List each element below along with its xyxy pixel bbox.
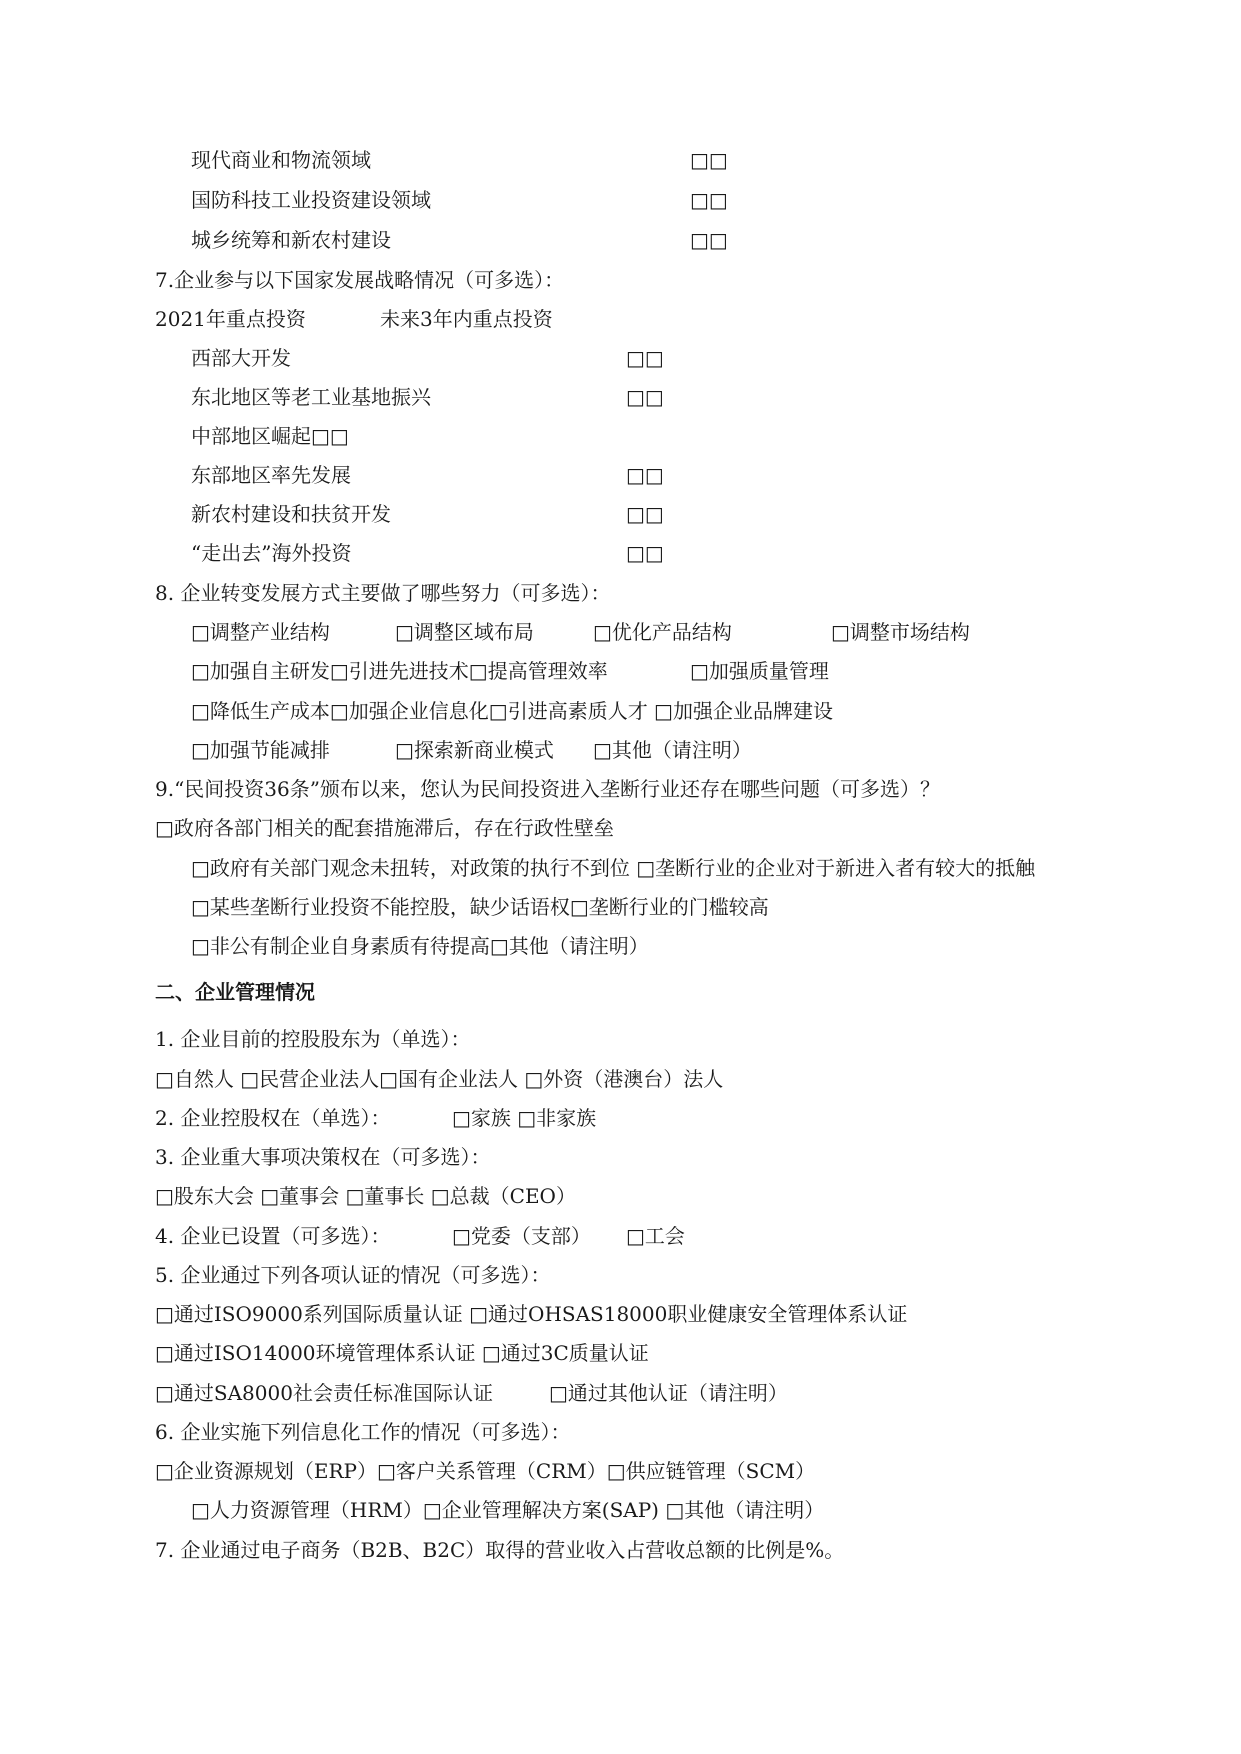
text-line: □□ xyxy=(690,188,728,212)
text-line: 9.“民间投资36条”颁布以来，您认为民间投资进入垄断行业还存在哪些问题（可多选）？ xyxy=(155,777,940,801)
text-line: □工会 xyxy=(626,1224,685,1248)
text-line: 现代商业和物流领域 xyxy=(191,148,371,172)
text-line: □□ xyxy=(626,385,664,409)
text-line: □加强自主研发□引进先进技术□提高管理效率 xyxy=(191,659,608,683)
text-line: □调整市场结构 xyxy=(831,620,970,644)
text-line: 国防科技工业投资建设领域 xyxy=(191,188,431,212)
text-line: □调整产业结构 xyxy=(191,620,330,644)
text-line: □家族 □非家族 xyxy=(452,1106,597,1130)
text-line: □□ xyxy=(690,228,728,252)
text-line: □党委（支部） xyxy=(452,1224,591,1248)
text-line: “走出去”海外投资 xyxy=(191,541,352,565)
text-line: □调整区域布局 xyxy=(395,620,534,644)
text-line: 8. 企业转变发展方式主要做了哪些努力（可多选）： xyxy=(155,581,611,605)
text-line: □非公有制企业自身素质有待提高□其他（请注明） xyxy=(191,934,649,958)
text-line: 2021年重点投资 xyxy=(155,307,306,331)
text-line: 城乡统筹和新农村建设 xyxy=(191,228,391,252)
text-line: □股东大会 □董事会 □董事长 □总裁（CEO） xyxy=(155,1184,576,1208)
text-line: 东北地区等老工业基地振兴 xyxy=(191,385,431,409)
text-line: □□ xyxy=(626,541,664,565)
text-line: □□ xyxy=(690,148,728,172)
text-line: 7.企业参与以下国家发展战略情况（可多选）： xyxy=(155,268,565,292)
text-line: □自然人 □民营企业法人□国有企业法人 □外资（港澳台）法人 xyxy=(155,1067,724,1091)
text-line: □加强节能减排 xyxy=(191,738,330,762)
text-line: 未来3年内重点投资 xyxy=(380,307,553,331)
section-heading: 二、企业管理情况 xyxy=(155,980,315,1004)
text-line: 3. 企业重大事项决策权在（可多选）： xyxy=(155,1145,491,1169)
text-line: □政府各部门相关的配套措施滞后，存在行政性壁垒 xyxy=(155,816,614,840)
text-line: □政府有关部门观念未扭转，对政策的执行不到位 □垄断行业的企业对于新进入者有较大的抵触 xyxy=(191,856,1036,880)
text-line: 6. 企业实施下列信息化工作的情况（可多选）： xyxy=(155,1420,571,1444)
text-line: 7. 企业通过电子商务（B2B、B2C）取得的营业收入占营收总额的比例是%。 xyxy=(155,1538,845,1562)
text-line: 西部大开发 xyxy=(191,346,291,370)
text-line: 5. 企业通过下列各项认证的情况（可多选）： xyxy=(155,1263,551,1287)
text-line: □探索新商业模式 xyxy=(395,738,554,762)
text-line: 东部地区率先发展 xyxy=(191,463,351,487)
text-line: □某些垄断行业投资不能控股，缺少话语权□垄断行业的门槛较高 xyxy=(191,895,769,919)
text-line: □□ xyxy=(626,502,664,526)
text-line: □□ xyxy=(626,346,664,370)
text-line: □通过ISO14000环境管理体系认证 □通过3C质量认证 xyxy=(155,1341,649,1365)
text-line: □通过SA8000社会责任标准国际认证 xyxy=(155,1381,493,1405)
text-line: □□ xyxy=(626,463,664,487)
text-line: □优化产品结构 xyxy=(593,620,732,644)
text-line: 中部地区崛起□□ xyxy=(191,424,349,448)
text-line: □人力资源管理（HRM）□企业管理解决方案(SAP) □其他（请注明） xyxy=(191,1498,825,1522)
text-line: □通过ISO9000系列国际质量认证 □通过OHSAS18000职业健康安全管理体系认证 xyxy=(155,1302,908,1326)
text-line: 2. 企业控股权在（单选）： xyxy=(155,1106,391,1130)
text-line: □通过其他认证（请注明） xyxy=(549,1381,788,1405)
text-line: 新农村建设和扶贫开发 xyxy=(191,502,391,526)
text-line: □加强质量管理 xyxy=(690,659,829,683)
text-line: □降低生产成本□加强企业信息化□引进高素质人才 □加强企业品牌建设 xyxy=(191,699,833,723)
text-line: □其他（请注明） xyxy=(593,738,752,762)
text-line: □企业资源规划（ERP）□客户关系管理（CRM）□供应链管理（SCM） xyxy=(155,1459,816,1483)
text-line: 1. 企业目前的控股股东为（单选）： xyxy=(155,1027,471,1051)
text-line: 4. 企业已设置（可多选）： xyxy=(155,1224,391,1248)
